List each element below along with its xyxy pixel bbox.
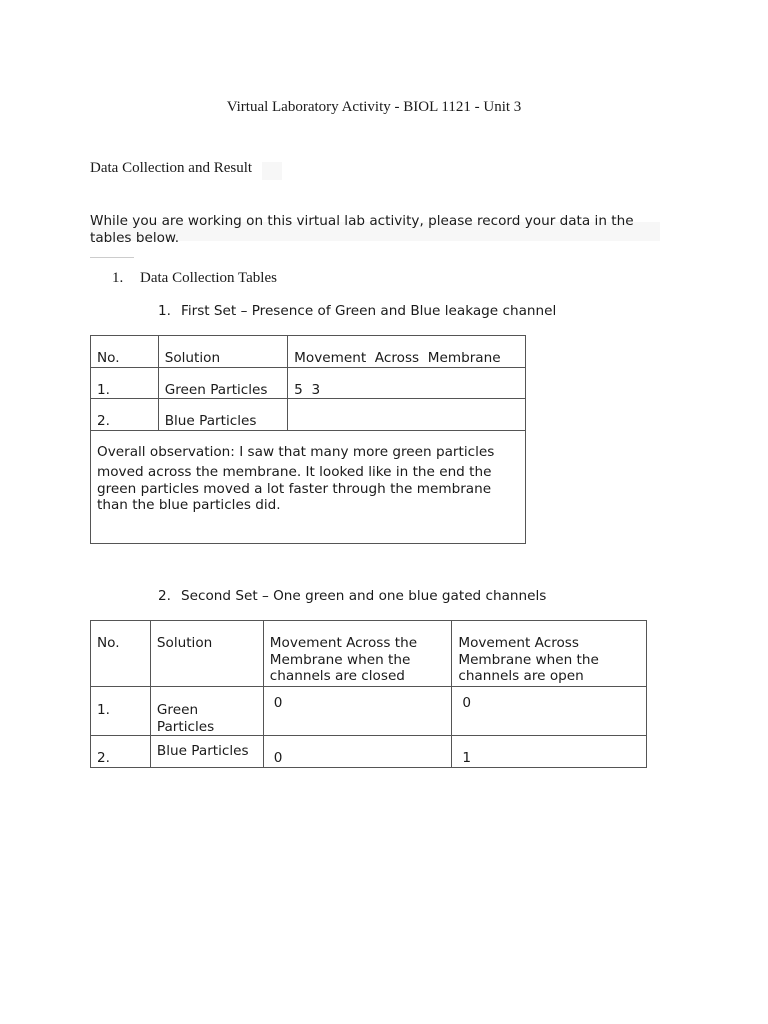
- header-cell: Movement Across Membrane: [288, 336, 526, 368]
- observation-cell: [91, 430, 526, 543]
- header-cell: No.: [91, 336, 159, 368]
- table-cell: 2.: [91, 399, 159, 431]
- set2-heading: [158, 588, 546, 604]
- divider: [90, 257, 134, 258]
- page-title: Virtual Laboratory Activity - BIOL 1121 - Unit 3: [226, 99, 522, 115]
- table-row: [91, 367, 526, 399]
- set1-heading: [158, 303, 556, 319]
- table-cell: 1.: [91, 687, 151, 736]
- second-set-table: [90, 620, 647, 768]
- list-label: Data Collection Tables: [140, 270, 277, 286]
- header-cell: Movement Across Membrane when the channels are open: [452, 621, 647, 687]
- set1-heading-text: First Set – Presence of Green and Blue leakage channel: [181, 303, 557, 319]
- set1-number: 1.: [158, 303, 171, 319]
- highlight-shade: [262, 162, 282, 180]
- first-set-table: [90, 335, 526, 544]
- table-row: [91, 687, 647, 736]
- table-header-row: [91, 336, 526, 368]
- table-cell: 1: [452, 736, 647, 768]
- table-cell: Blue Particles: [158, 399, 287, 431]
- table-cell: 1.: [91, 367, 159, 399]
- observation-row: [91, 430, 526, 543]
- header-cell: No.: [91, 621, 151, 687]
- table-cell: 0: [263, 687, 452, 736]
- table-cell: Green Particles: [158, 367, 287, 399]
- table-cell: 0: [452, 687, 647, 736]
- table-cell: Green Particles: [150, 687, 263, 736]
- observation-line: moved across the membrane. It looked like in the end the green particles moved a lot faster through the membrane than the blue particles did.: [97, 464, 492, 513]
- list-item: [112, 270, 277, 287]
- table-header-row: [91, 621, 647, 687]
- set2-heading-text: Second Set – One green and one blue gated channels: [181, 588, 547, 604]
- header-cell: Solution: [150, 621, 263, 687]
- section-heading: Data Collection and Result: [90, 160, 253, 176]
- header-cell: Solution: [158, 336, 287, 368]
- header-cell: Movement Across the Membrane when the channels are closed: [263, 621, 452, 687]
- table-row: [91, 399, 526, 431]
- table-cell: [288, 399, 526, 431]
- table-cell: 5 3: [288, 367, 526, 399]
- table-cell: Blue Particles: [150, 736, 263, 768]
- set2-number: 2.: [158, 588, 171, 604]
- observation-line: Overall observation: I saw that many more green particles: [97, 443, 495, 460]
- intro-paragraph: While you are working on this virtual lab activity, please record your data in the tables below.: [90, 213, 634, 246]
- table-cell: 2.: [91, 736, 151, 768]
- table-row: [91, 736, 647, 768]
- table-cell: 0: [263, 736, 452, 768]
- list-number: 1.: [112, 270, 124, 286]
